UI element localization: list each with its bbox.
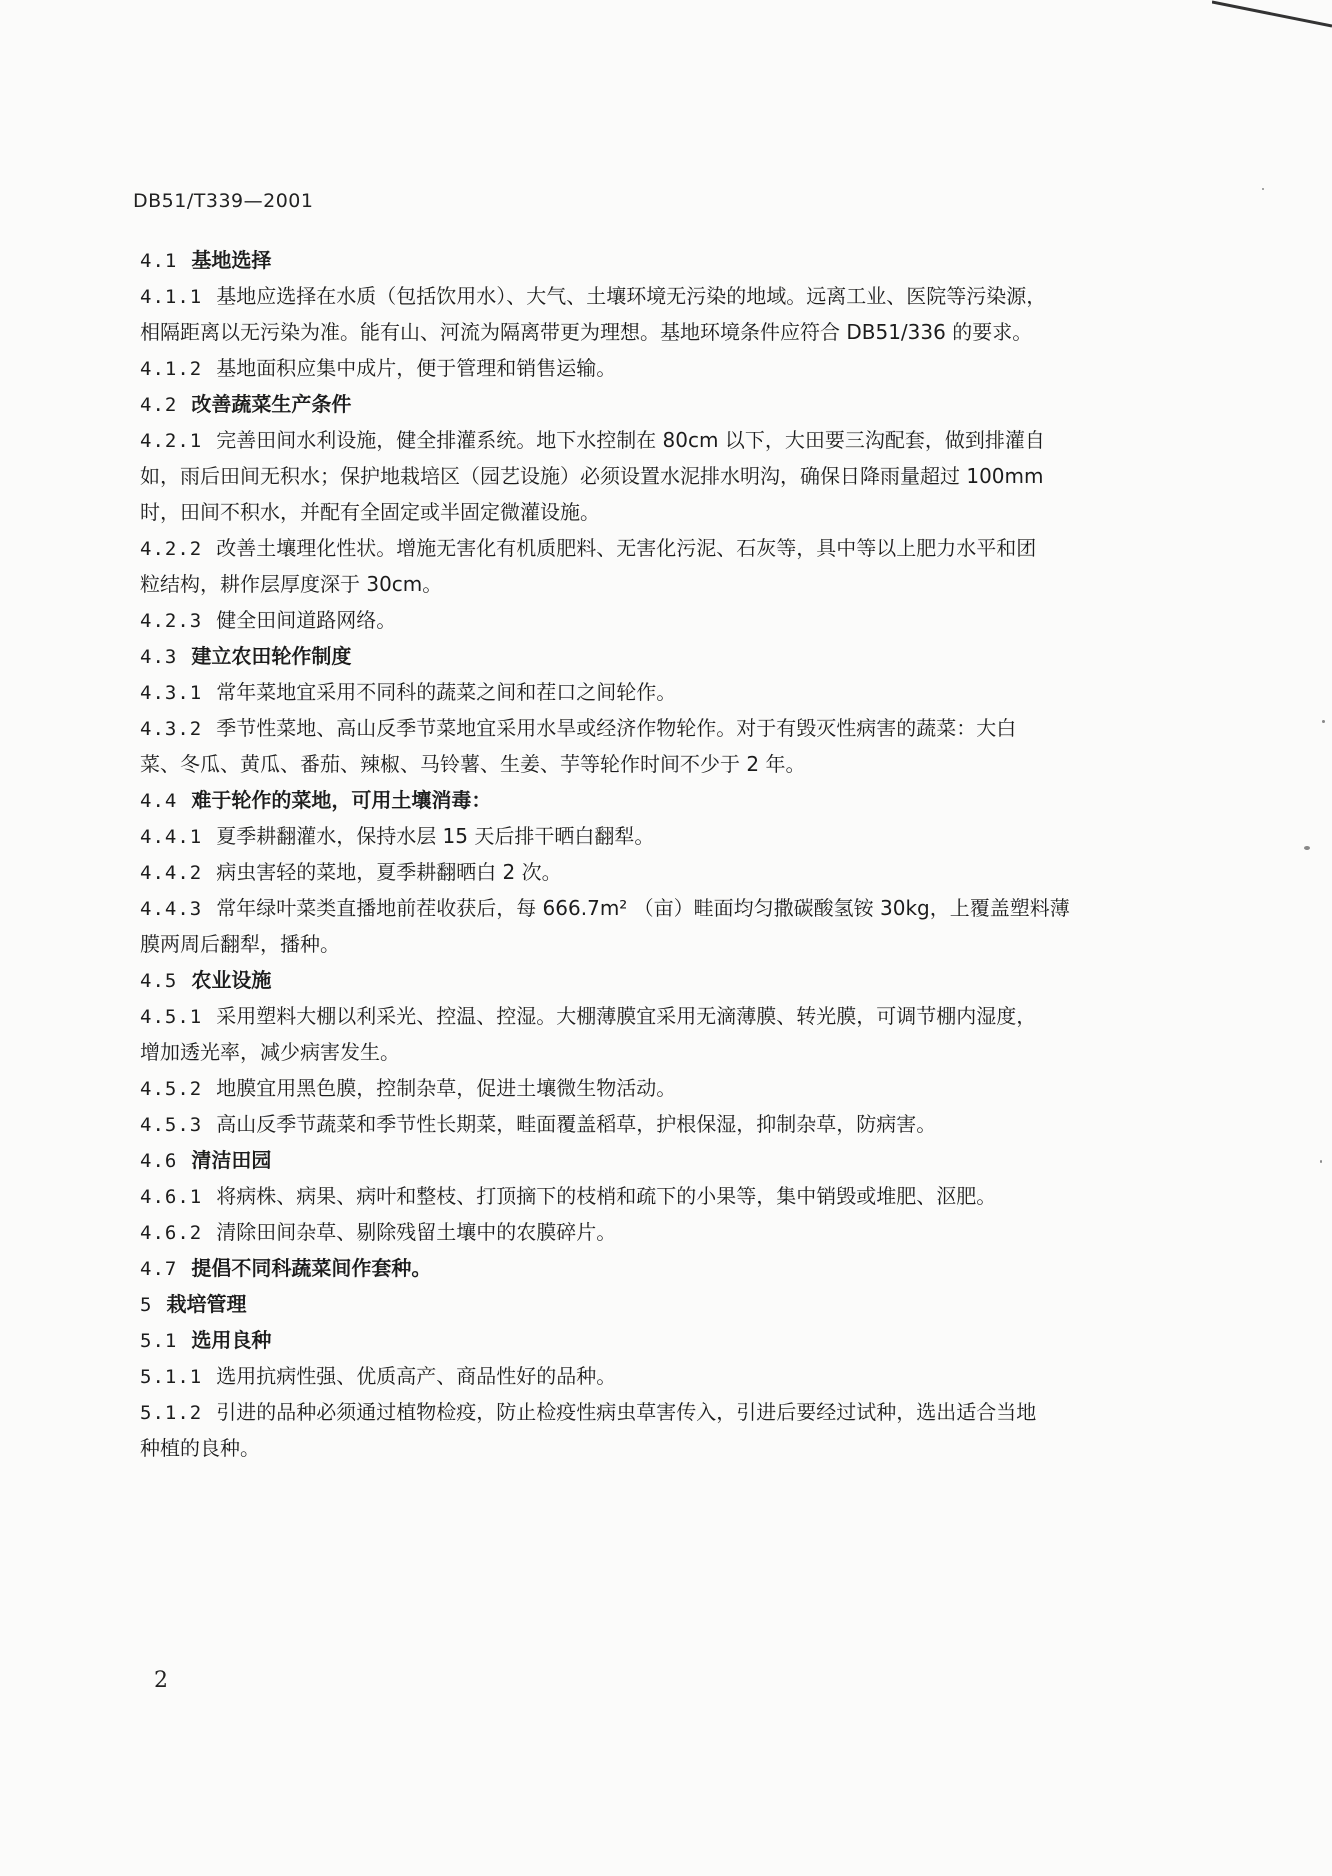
clause-number: 4.1.1: [140, 286, 203, 308]
clause-text: 栽培管理: [166, 1292, 247, 1316]
clause-text: 高山反季节蔬菜和季节性长期菜，畦面覆盖稻草，护根保湿，抑制杂草，防病害。: [216, 1112, 937, 1136]
clause-number: 4.5.1: [140, 1006, 203, 1028]
clause-number: 4.2.1: [140, 430, 203, 452]
clause-continuation: 粒结构，耕作层厚度深于 30cm。: [140, 572, 443, 596]
clause-number: 4.5.3: [140, 1114, 203, 1136]
document-body: [140, 242, 1180, 1466]
clause-line: [140, 422, 1180, 458]
clause-number: 5.1.2: [140, 1402, 203, 1424]
clause-text: 清洁田园: [191, 1148, 272, 1172]
clause-number: 4.7: [140, 1258, 178, 1280]
clause-line: [140, 602, 1180, 638]
clause-number: 5: [140, 1294, 153, 1316]
clause-text: 地膜宜用黑色膜，控制杂草，促进土壤微生物活动。: [216, 1076, 677, 1100]
clause-text: 选用良种: [191, 1328, 272, 1352]
clause-line: [140, 710, 1180, 746]
clause-number: 4.4.3: [140, 898, 203, 920]
clause-number: 4.1: [140, 250, 178, 272]
clause-number: 5.1.1: [140, 1366, 203, 1388]
clause-line: [140, 1070, 1180, 1106]
clause-line: [140, 530, 1180, 566]
clause-number: 4.5: [140, 970, 178, 992]
clause-line: [140, 1394, 1180, 1430]
clause-continuation: 增加透光率，减少病害发生。: [140, 1040, 400, 1064]
clause-text: 改善土壤理化性状。增施无害化有机质肥料、无害化污泥、石灰等，具中等以上肥力水平和团: [216, 536, 1037, 560]
clause-line: [140, 278, 1180, 314]
scan-speck: [1304, 846, 1310, 850]
clause-text: 基地面积应集中成片，便于管理和销售运输。: [216, 356, 617, 380]
clause-text: 清除田间杂草、剔除残留土壤中的农膜碎片。: [216, 1220, 617, 1244]
clause-number: 4.6: [140, 1150, 178, 1172]
clause-number: 4.5.2: [140, 1078, 203, 1100]
clause-text: 季节性菜地、高山反季节菜地宜采用水旱或经济作物轮作。对于有毁灭性病害的蔬菜：大白: [216, 716, 1017, 740]
clause-line: [140, 890, 1180, 926]
clause-continuation: 如，雨后田间无积水；保护地栽培区（园艺设施）必须设置水泥排水明沟，确保日降雨量超过 100mm: [140, 464, 1044, 488]
clause-text: 选用抗病性强、优质高产、商品性好的品种。: [216, 1364, 617, 1388]
clause-text: 难于轮作的菜地，可用土壤消毒：: [191, 788, 492, 812]
clause-number: 4.1.2: [140, 358, 203, 380]
clause-text: 采用塑料大棚以利采光、控温、控湿。大棚薄膜宜采用无滴薄膜、转光膜，可调节棚内湿度，: [216, 1004, 1037, 1028]
clause-text: 建立农田轮作制度: [191, 644, 352, 668]
clause-text: 完善田间水利设施，健全排灌系统。地下水控制在 80cm 以下，大田要三沟配套，做到排灌自: [216, 428, 1045, 452]
clause-text: 夏季耕翻灌水，保持水层 15 天后排干晒白翻犁。: [216, 824, 655, 848]
clause-continuation: 膜两周后翻犁，播种。: [140, 932, 340, 956]
clause-text: 农业设施: [191, 968, 272, 992]
clause-continuation: 种植的良种。: [140, 1436, 260, 1460]
clause-line: [140, 854, 1180, 890]
clause-text: 将病株、病果、病叶和整枝、打顶摘下的枝梢和疏下的小果等，集中销毁或堆肥、沤肥。: [216, 1184, 997, 1208]
clause-number: 5.1: [140, 1330, 178, 1352]
clause-number: 4.4.2: [140, 862, 203, 884]
clause-text: 引进的品种必须通过植物检疫，防止检疫性病虫草害传入，引进后要经过试种，选出适合当地: [216, 1400, 1037, 1424]
section-heading: [140, 1250, 1180, 1286]
clause-number: 4.2.2: [140, 538, 203, 560]
clause-text: 常年菜地宜采用不同科的蔬菜之间和茬口之间轮作。: [216, 680, 677, 704]
scan-speck: [1322, 720, 1325, 723]
clause-line: [140, 350, 1180, 386]
clause-number: 4.3.1: [140, 682, 203, 704]
section-heading: [140, 386, 1180, 422]
clause-continuation: 菜、冬瓜、黄瓜、番茄、辣椒、马铃薯、生姜、芋等轮作时间不少于 2 年。: [140, 752, 806, 776]
clause-text: 改善蔬菜生产条件: [191, 392, 352, 416]
section-heading: [140, 782, 1180, 818]
clause-text: 提倡不同科蔬菜间作套种。: [191, 1256, 432, 1280]
clause-line: [140, 674, 1180, 710]
section-heading: [140, 1322, 1180, 1358]
scan-speck: [1262, 188, 1264, 190]
clause-line: [140, 1214, 1180, 1250]
section-heading: [140, 1286, 1180, 1322]
clause-line: [140, 1178, 1180, 1214]
clause-continuation: 时，田间不积水，并配有全固定或半固定微灌设施。: [140, 500, 600, 524]
section-heading: [140, 638, 1180, 674]
clause-text: 病虫害轻的菜地，夏季耕翻晒白 2 次。: [216, 860, 562, 884]
clause-number: 4.3.2: [140, 718, 203, 740]
clause-line: [140, 998, 1180, 1034]
clause-number: 4.2.3: [140, 610, 203, 632]
clause-number: 4.4: [140, 790, 178, 812]
clause-number: 4.3: [140, 646, 178, 668]
scan-speck: [1320, 1160, 1322, 1163]
clause-text: 常年绿叶菜类直播地前茬收获后，每 666.7m² （亩）畦面均匀撒碳酸氢铵 30kg，上覆盖塑料薄: [216, 896, 1070, 920]
standard-code: DB51/T339—2001: [133, 190, 314, 212]
section-heading: [140, 242, 1180, 278]
clause-line: [140, 1106, 1180, 1142]
page-number: 2: [154, 1668, 168, 1693]
section-heading: [140, 1142, 1180, 1178]
clause-number: 4.6.1: [140, 1186, 203, 1208]
corner-scan-line: [1212, 0, 1332, 30]
clause-text: 基地应选择在水质（包括饮用水）、大气、土壤环境无污染的地域。远离工业、医院等污染源，: [216, 284, 1047, 308]
clause-number: 4.6.2: [140, 1222, 203, 1244]
clause-number: 4.2: [140, 394, 178, 416]
section-heading: [140, 962, 1180, 998]
clause-line: [140, 1358, 1180, 1394]
clause-continuation: 相隔距离以无污染为准。能有山、河流为隔离带更为理想。基地环境条件应符合 DB51/336 的要求。: [140, 320, 1033, 344]
clause-line: [140, 818, 1180, 854]
clause-text: 健全田间道路网络。: [216, 608, 397, 632]
clause-number: 4.4.1: [140, 826, 203, 848]
clause-text: 基地选择: [191, 248, 272, 272]
